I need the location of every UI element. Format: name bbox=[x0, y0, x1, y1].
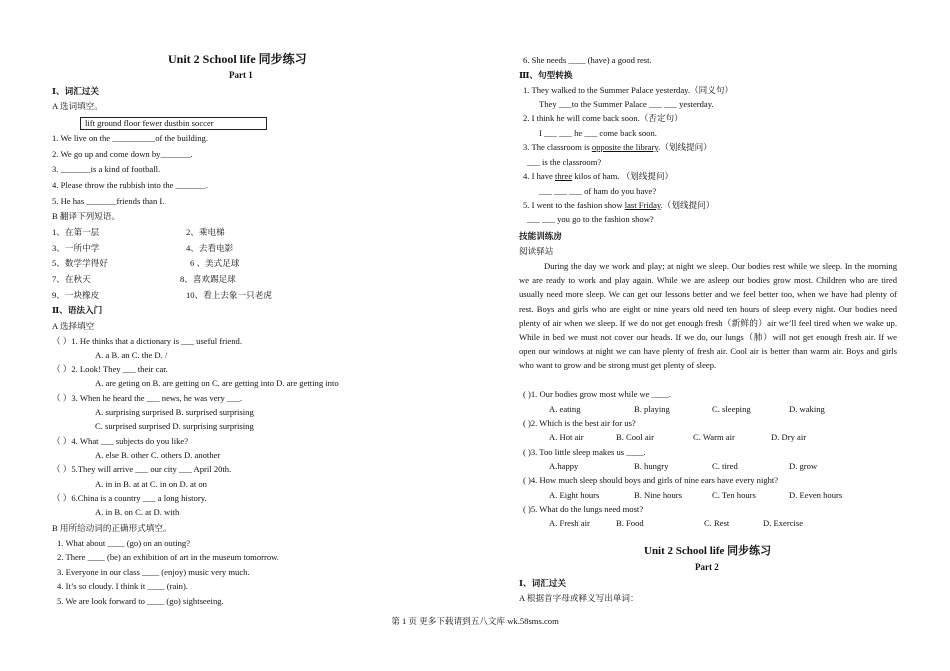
translate-item: 3、一所中学 bbox=[52, 243, 100, 253]
transform-item bbox=[523, 142, 712, 153]
reading-option: B. playing bbox=[634, 404, 670, 414]
mc-question: （ ）2. Look! They ___ their car. bbox=[52, 364, 168, 374]
translate-item: 2、乘电梯 bbox=[186, 227, 225, 237]
reading-option: C. Rest bbox=[704, 518, 730, 528]
translate-item: 10、看上去象一只老虎 bbox=[186, 290, 272, 300]
reading-question: ( )3. Too little sleep makes us ____. bbox=[523, 447, 646, 457]
text-run: 5. I went to the fashion show bbox=[523, 200, 625, 210]
translate-item: 8、喜欢踢足球 bbox=[180, 274, 236, 284]
verb-item: 6. She needs ____ (have) a good rest. bbox=[523, 55, 652, 65]
section-instruction: 阅读驿站 bbox=[519, 246, 554, 256]
part2-title: Unit 2 School life 同步练习 bbox=[644, 545, 772, 557]
section-instruction: A 选词填空。 bbox=[52, 101, 103, 111]
reading-question: ( )2. Which is the best air for us? bbox=[523, 418, 636, 428]
reading-option: B. hungry bbox=[634, 461, 669, 471]
section-heading: Ⅱ、语法入门 bbox=[52, 305, 103, 315]
translate-item: 7、在秋天 bbox=[52, 274, 91, 284]
reading-option: B. Cool air bbox=[616, 432, 654, 442]
page-title: Unit 2 School life 同步练习 bbox=[168, 52, 307, 66]
reading-question: ( )5. What do the lungs need most? bbox=[523, 504, 644, 514]
translate-item: 4、去看电影 bbox=[186, 243, 234, 253]
mc-options: A. in in B. at at C. in on D. at on bbox=[95, 479, 207, 489]
section-instruction: A 根据首字母或释义写出单词： bbox=[519, 593, 639, 603]
part-label: Part 1 bbox=[229, 70, 253, 80]
reading-option: C. tired bbox=[712, 461, 738, 471]
section-instruction: B 用所给动词的正确形式填空。 bbox=[52, 523, 172, 533]
mc-question: （ ）6.China is a country ___ a long history. bbox=[52, 493, 207, 503]
reading-option: A. Hot air bbox=[549, 432, 584, 442]
mc-question: （ ）3. When he heard the ___ news, he was very ___. bbox=[52, 393, 242, 403]
reading-option: B. Nine hours bbox=[634, 490, 682, 500]
transform-answer: ___ ___ ___ of ham do you have? bbox=[539, 186, 657, 196]
mc-question: （ ）5.They will arrive ___ our city ___ April 20th. bbox=[52, 464, 232, 474]
reading-question: ( )1. Our bodies grow most while we ____. bbox=[523, 389, 671, 399]
reading-option: A.happy bbox=[549, 461, 579, 471]
mc-options: C. surprised surprised D. surprising surprising bbox=[95, 421, 254, 431]
mc-question: （ ）4. What ___ subjects do you like? bbox=[52, 436, 189, 446]
reading-option: D. Eeven hours bbox=[789, 490, 843, 500]
transform-answer: I ___ ___ he ___ come back soon. bbox=[539, 128, 657, 138]
vocab-item: 5. He has _______friends than I. bbox=[52, 196, 165, 206]
mc-options: A. else B. other C. others D. another bbox=[95, 450, 221, 460]
page-footer: 第 1 页 更多下载请到五八文库 wk.58sms.com bbox=[391, 616, 559, 626]
text-run: 3. The classroom is bbox=[523, 142, 592, 152]
section-heading: Ⅰ、词汇过关 bbox=[52, 86, 99, 96]
reading-option: D. grow bbox=[789, 461, 818, 471]
mc-options: A. surprising surprised B. surprised surprising bbox=[95, 407, 254, 417]
transform-item: 1. They walked to the Summer Palace yesterday.（同义句） bbox=[523, 85, 734, 95]
vocab-item: 3. _______is a kind of football. bbox=[52, 164, 161, 174]
reading-option: C. Ten hours bbox=[712, 490, 756, 500]
section-heading: Ⅲ、句型转换 bbox=[519, 70, 573, 80]
vocab-item: 1. We live on the __________of the building. bbox=[52, 133, 208, 143]
transform-answer: They ___to the Summer Palace ___ ___ yesterday. bbox=[539, 99, 714, 109]
translate-item: 1、在第一层 bbox=[52, 227, 100, 237]
transform-answer: ___ ___ you go to the fashion show? bbox=[527, 214, 654, 224]
section-instruction: A 选择填空 bbox=[52, 321, 95, 331]
verb-item: 2. There ____ (be) an exhibition of art in the museum tomorrow. bbox=[57, 552, 279, 562]
reading-option: A. eating bbox=[549, 404, 581, 414]
text-run: 4. I have bbox=[523, 171, 555, 181]
reading-option: D. Exercise bbox=[763, 518, 804, 528]
translate-item: 9、一块橡皮 bbox=[52, 290, 100, 300]
section-heading: 技能训练房 bbox=[519, 231, 562, 241]
translate-item: 5、数学学得好 bbox=[52, 258, 108, 268]
section-heading: Ⅰ、词汇过关 bbox=[519, 578, 566, 588]
word-box: lift ground floor fewer dustbin soccer bbox=[80, 117, 267, 130]
text-run: .（划线提问） bbox=[660, 200, 715, 210]
mc-question: （ ）1. He thinks that a dictionary is ___ useful friend. bbox=[52, 336, 242, 346]
underlined-phrase: last Friday bbox=[624, 200, 661, 210]
transform-item bbox=[523, 200, 714, 211]
verb-item: 4. It’s so cloudy. I think it ____ (rain). bbox=[57, 581, 188, 591]
verb-item: 1. What about ____ (go) on an outing? bbox=[57, 538, 191, 548]
reading-option: D. waking bbox=[789, 404, 825, 414]
section-instruction: B 翻译下列短语。 bbox=[52, 211, 121, 221]
reading-option: A. Fresh air bbox=[549, 518, 590, 528]
reading-option: A. Eight hours bbox=[549, 490, 600, 500]
reading-option: C. Warm air bbox=[693, 432, 735, 442]
part-label: Part 2 bbox=[695, 562, 719, 572]
mc-options: A. are geting on B. are getting on C. are getting into D. are getting into bbox=[95, 378, 339, 388]
transform-answer: ___ is the classroom? bbox=[527, 157, 602, 167]
text-run: kilos of ham. （划线提问） bbox=[572, 171, 674, 181]
mc-options: A. in B. on C. at D. with bbox=[95, 507, 180, 517]
text-run: .（划线提问） bbox=[658, 142, 712, 152]
reading-option: B. Food bbox=[616, 518, 644, 528]
reading-option: C. sleeping bbox=[712, 404, 751, 414]
reading-option: D. Dry air bbox=[771, 432, 807, 442]
reading-question: ( )4. How much sleep should boys and girls of nine ears have every night? bbox=[523, 475, 779, 485]
verb-item: 5. We are look forward to ____ (go) sightseeing. bbox=[57, 596, 224, 606]
mc-options: A. a B. an C. the D. / bbox=[95, 350, 168, 360]
underlined-phrase: opposite the library bbox=[591, 142, 659, 152]
underlined-phrase: three bbox=[554, 171, 573, 181]
transform-item bbox=[523, 171, 673, 182]
verb-item: 3. Everyone in our class ____ (enjoy) music very much. bbox=[57, 567, 250, 577]
vocab-item: 2. We go up and come down by_______. bbox=[52, 149, 193, 159]
reading-passage: During the day we work and play; at night we sleep. Our bodies rest while we sleep. In the morning we are ready to work and play again. While we are asleep our bodies grow most. Children who are tired usually need more sleep. We can get our lessons better and we feel better too, when we have had plenty of rest. Boys and girls who are eight or nine years old need ten hours of sleep every night. Our bodies need plenty of air when we sleep. If we do not get enough fresh（新鲜的）air we’ll feel tired when we wake up. While in bed we must not cover our heads. If we do, our lungs（肺）will not get enough fresh air. If we open our windows at night we can have plenty of fresh air. Cool air is better than warm air. Boys and girls who want to grow and be strong must get plenty of sleep. bbox=[519, 261, 897, 371]
transform-item: 2. I think he will come back soon.（否定句） bbox=[523, 113, 683, 123]
vocab-item: 4. Please throw the rubbish into the _______. bbox=[52, 180, 208, 190]
translate-item: 6 、美式足球 bbox=[190, 258, 240, 268]
